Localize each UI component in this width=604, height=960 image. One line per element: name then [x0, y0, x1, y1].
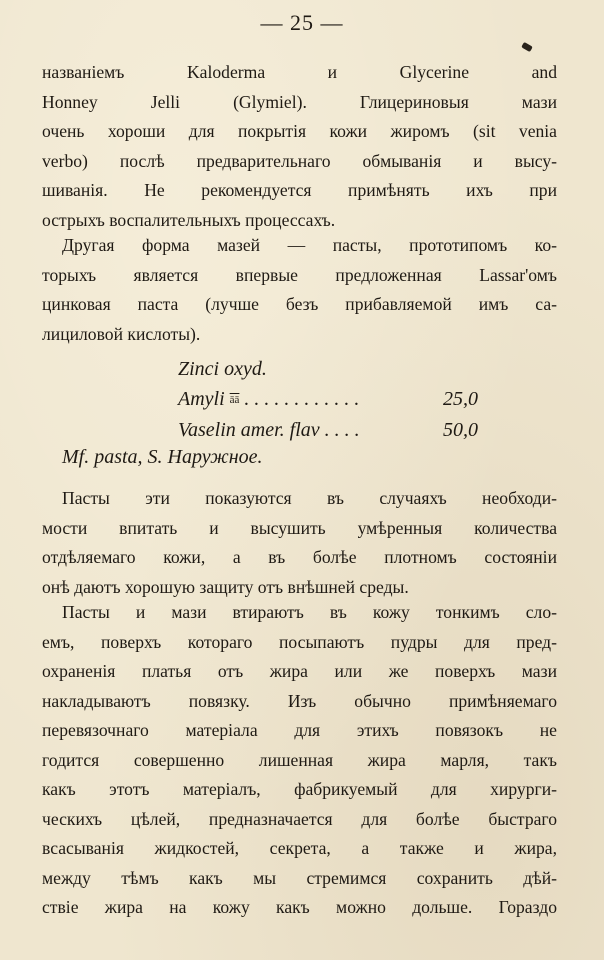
formula-ingredient: Amyli — [178, 388, 225, 410]
paragraph-4 — [42, 598, 557, 923]
text-line: торыхъ является впервые предложенная Lassar'омъ — [42, 264, 557, 285]
text-line: Honney Jelli (Glymiel). Глицериновыя мази — [42, 91, 557, 112]
text-line: мости впитать и высушить умѣренныя количества — [42, 517, 557, 538]
text-line: Пасты эти показуются въ случаяхъ необходи- — [62, 488, 557, 508]
text-line: онѣ даютъ хорошую защиту отъ внѣшней среды. — [42, 576, 409, 597]
text-line: охраненія платья отъ жира или же поверхъ мази — [42, 661, 557, 681]
paragraph-3 — [42, 484, 557, 602]
text-line: отдѣляемаго кожи, а въ болѣе плотномъ состояніи — [42, 547, 557, 567]
text-line: перевязочнаго матеріала для этихъ повязокъ не — [42, 720, 557, 740]
text-line: цинковая паста (лучше безъ прибавляемой имъ са- — [42, 294, 557, 314]
formula-ingredient: Vaselin amer. flav — [178, 419, 320, 441]
formula-row — [178, 354, 478, 384]
paragraph-2 — [42, 231, 557, 349]
text-line: verbo) послѣ предварительнаго обмыванія и высу- — [42, 150, 557, 171]
ana-mark: $\overline{āā}$ — [229, 394, 240, 406]
text-line: между тѣмъ какъ мы стремимся сохранить дѣй- — [42, 867, 557, 888]
text-line: названіемъ Kaloderma и Glycerine and — [42, 62, 557, 82]
text-line: острыхъ воспалительныхъ процессахъ. — [42, 209, 336, 230]
text-line: лициловой кислоты). — [42, 323, 201, 344]
text-line: всасыванія жидкостей, секрета, а также и жира, — [42, 838, 557, 858]
text-line: очень хороши для покрытія кожи жиромъ (sit venia — [42, 121, 557, 141]
text-line: Пасты и мази втираютъ въ кожу тонкимъ сло- — [62, 602, 557, 622]
formula-dots: . . . . . . . . . . . . — [239, 388, 360, 410]
text-line: ческихъ цѣлей, предназначается для болѣе быстраго — [42, 808, 557, 829]
paragraph-1 — [42, 58, 557, 235]
formula-ingredient-group — [178, 384, 359, 415]
formula-quantity: 50,0 — [443, 419, 478, 441]
ink-mark — [521, 42, 533, 52]
text-line: шиванія. Не рекомендуется примѣнять ихъ при — [42, 180, 557, 200]
prescription-signa: Mf. pasta, S. Наружное. — [62, 446, 263, 468]
prescription-formula — [178, 354, 478, 445]
formula-quantity: 25,0 — [443, 388, 478, 410]
page-number-header: — 25 — — [260, 10, 344, 35]
formula-ingredient-group — [178, 415, 360, 445]
formula-row — [178, 415, 478, 445]
formula-dots: . . . . — [319, 419, 360, 441]
text-line: емъ, поверхъ котораго посыпаютъ пудры для пред- — [42, 631, 557, 652]
formula-row — [178, 384, 478, 415]
formula-ingredient: Zinci oxyd. — [178, 358, 267, 380]
text-line: годится совершенно лишенная жира марля, такъ — [42, 749, 557, 770]
text-line: какъ этотъ матеріалъ, фабрикуемый для хирурги- — [42, 779, 557, 799]
text-line: Другая форма мазей — пасты, прототипомъ ко- — [62, 235, 557, 255]
text-line: ствіе жира на кожу какъ можно дольше. Гораздо — [42, 897, 557, 917]
text-line: накладываютъ повязку. Изъ обычно примѣняемаго — [42, 690, 557, 711]
